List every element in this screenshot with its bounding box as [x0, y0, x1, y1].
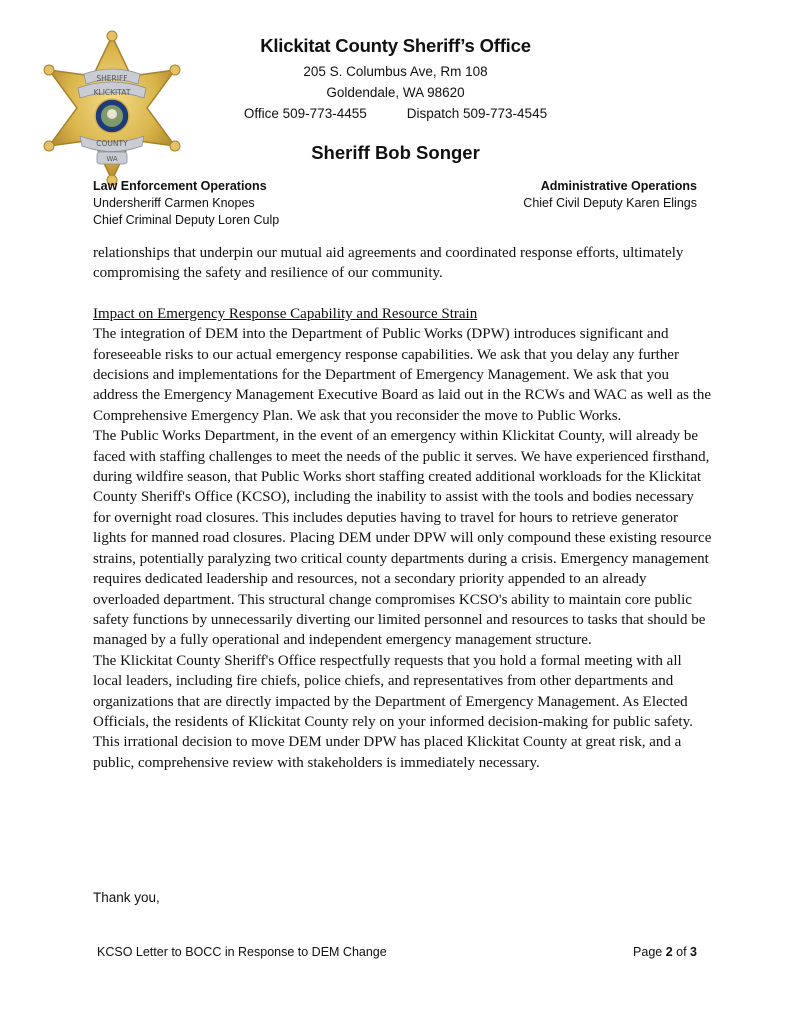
- address-line-1: 205 S. Columbus Ave, Rm 108: [303, 64, 488, 79]
- address-line-2: Goldendale, WA 98620: [326, 85, 465, 100]
- phone-numbers: [0, 106, 791, 121]
- law-enforcement-operations: [93, 178, 279, 229]
- chief-civil-deputy-line: Chief Civil Deputy Karen Elings: [523, 196, 697, 210]
- body-paragraph-2: The Public Works Department, in the event of an emergency within Klickitat County, will already be faced with staffing challenges to meet the needs of the public it serves. We have experienced firsthand, during wildfire season, that Public Works short staffing created additional workloads for the Klickitat County Sheriff's Office (KCSO), including the inability to assist with the tools and bodies necessary for overnight road closures. This includes deputies having to travel for hours to retrieve generator lights for manned road closures. Placing DEM under DPW will only compound these existing resource strains, potentially paralyzing two critical county departments during a crisis. Emergency management requires dedicated leadership and resources, not a secondary priority appended to an already overloaded department. This structural change compromises KCSO's ability to maintain core public safety functions by unnecessarily diverting our limited personnel and resources to tasks that should be managed by a fully operational and independent emergency management structure.: [93, 428, 712, 649]
- body-paragraph-3: The Klickitat County Sheriff's Office respectfully requests that you hold a formal meeting with all local leaders, including fire chiefs, police chiefs, and representatives from other departments and organizations that are directly impacted by the Department of Emergency Management. As Elected Officials, the residents of Klickitat County rely on your informed decision-making for public safety. This irrational decision to move DEM under DPW has placed Klickitat County at great risk, and a public, comprehensive review with stakeholders is immediately necessary.: [93, 652, 693, 771]
- body-paragraph-1: The integration of DEM into the Department of Public Works (DPW) introduces significant and foreseeable risks to our actual emergency response capabilities. We ask that you delay any further decisions and implementations for the Department of Emergency Management. We ask that you address the Emergency Management Executive Board as laid out in the RCWs and WAC as well as the Comprehensive Emergency Plan. We ask that you reconsider the move to Public Works.: [93, 326, 712, 424]
- chief-criminal-deputy-line: Chief Criminal Deputy Loren Culp: [93, 213, 280, 227]
- sheriff-name: Sheriff Bob Songer: [311, 142, 480, 163]
- dispatch-phone: Dispatch 509-773-4545: [406, 106, 548, 121]
- law-enforcement-heading: Law Enforcement Operations: [93, 179, 267, 193]
- administrative-operations: [523, 178, 697, 212]
- current-page: 2: [665, 945, 673, 959]
- closing: Thank you,: [93, 890, 160, 905]
- section-heading: Impact on Emergency Response Capability and Resource Strain: [93, 305, 478, 322]
- administrative-heading: Administrative Operations: [540, 179, 697, 193]
- continuation-paragraph: relationships that underpin our mutual aid agreements and coordinated response efforts, ultimately compromising the safety and resilience of our community.: [93, 245, 684, 282]
- svg-text:KLICKITAT: KLICKITAT: [93, 88, 131, 97]
- office-name: Klickitat County Sheriff’s Office: [260, 35, 531, 56]
- letter-body: [93, 243, 713, 773]
- svg-text:COUNTY: COUNTY: [96, 139, 128, 148]
- svg-text:SHERIFF: SHERIFF: [96, 74, 128, 83]
- svg-text:WA: WA: [106, 155, 118, 163]
- page-number: Page 2 of 3: [633, 945, 697, 959]
- office-phone: Office 509-773-4455: [243, 106, 367, 121]
- footer-title: KCSO Letter to BOCC in Response to DEM Change: [97, 945, 387, 959]
- undersheriff-line: Undersheriff Carmen Knopes: [93, 196, 255, 210]
- total-pages: 3: [690, 945, 697, 959]
